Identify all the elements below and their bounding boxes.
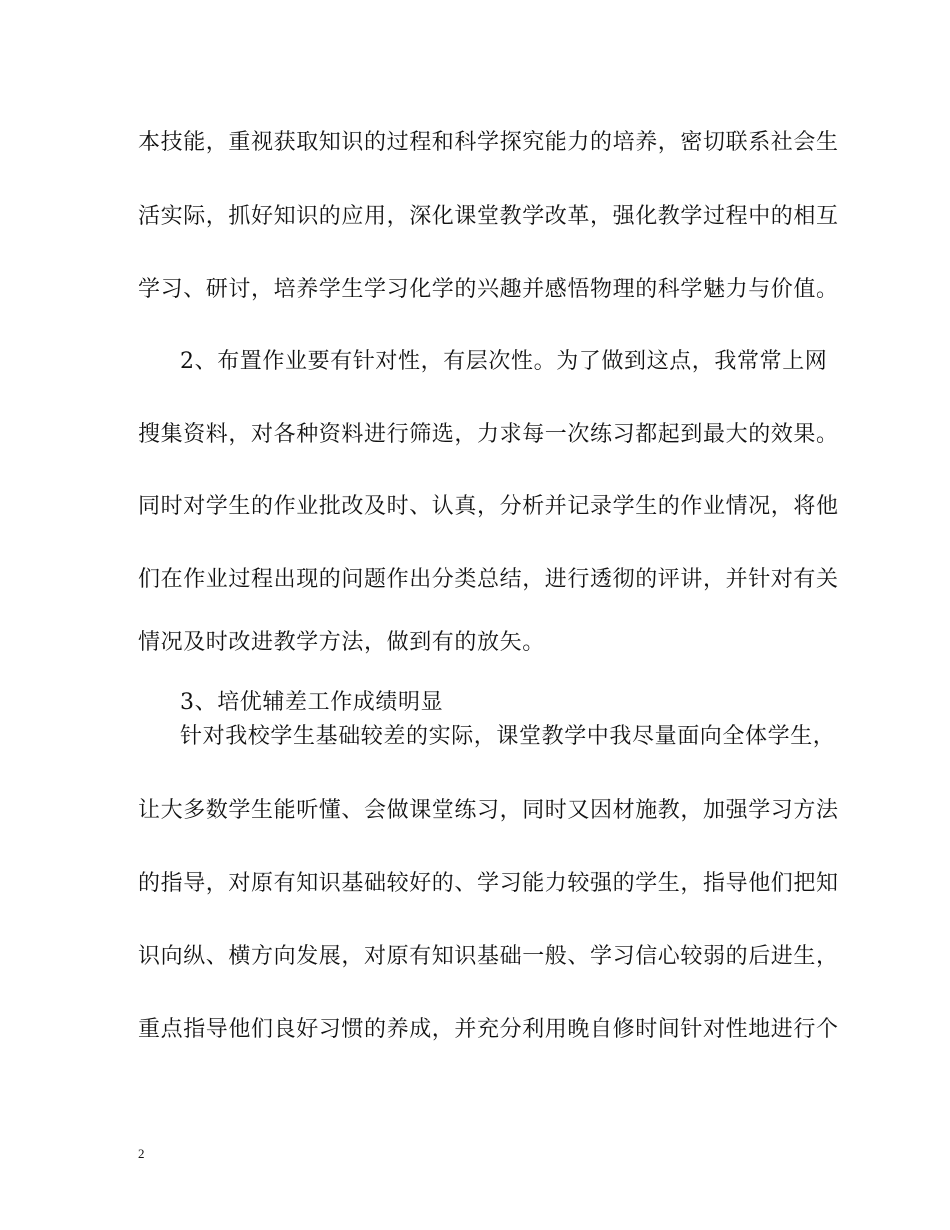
text-line-12: 的指导，对原有知识基础较好的、学习能力较强的学生，指导他们把知 [138,871,839,896]
text-line-14: 重点指导他们良好习惯的养成，并充分利用晚自修时间针对性地进行个 [138,1017,839,1042]
text-line-7: 们在作业过程出现的问题作出分类总结，进行透彻的评讲，并针对有关 [138,567,839,592]
text-line-5: 搜集资料，对各种资料进行筛选，力求每一次练习都起到最大的效果。 [138,422,839,447]
text-line-3: 学习、研讨，培养学生学习化学的兴趣并感悟物理的科学魅力与价值。 [138,277,839,302]
text-line-11: 让大多数学生能听懂、会做课堂练习，同时又因材施教，加强学习方法 [138,798,839,823]
page-number: 2 [138,1146,145,1161]
text-line-8: 情况及时改进教学方法，做到有的放矢。 [138,630,545,655]
text-line-10: 针对我校学生基础较差的实际，课堂教学中我尽量面向全体学生， [180,724,836,749]
section-heading: 3、培优辅差工作成绩明显 [180,690,444,715]
text-line-1: 本技能，重视获取知识的过程和科学探究能力的培养，密切联系社会生 [138,130,839,155]
text-line-6: 同时对学生的作业批改及时、认真，分析并记录学生的作业情况，将他 [138,494,839,519]
text-line-13: 识向纵、横方向发展，对原有知识基础一般、学习信心较弱的后进生， [138,944,839,969]
text-line-4: 2、布置作业要有针对性，有层次性。为了做到这点，我常常上网 [180,349,828,374]
text-line-2: 活实际，抓好知识的应用，深化课堂教学改革，强化教学过程中的相互 [138,204,839,229]
